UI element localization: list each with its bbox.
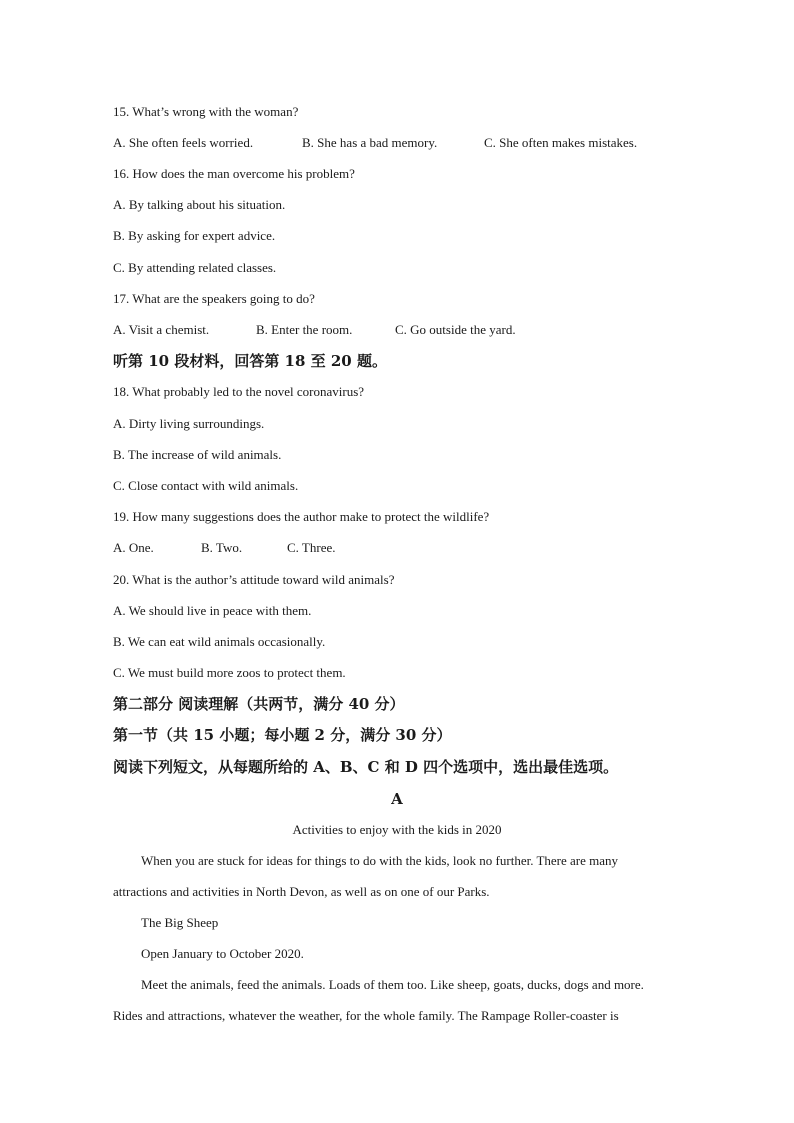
question-20-option-c: C. We must build more zoos to protect them. [113,665,346,680]
passage-para1-line1: When you are stuck for ideas for things to do with the kids, look no further. There are many [141,853,619,868]
question-18-stem: 18. What probably led to the novel coronavirus? [113,384,365,399]
question-19-stem: 19. How many suggestions does the author make to protect the wildlife? [113,509,490,524]
option-c: C. Three. [287,540,336,555]
question-20-option-a: A. We should live in peace with them. [113,603,312,618]
question-16-option-c: C. By attending related classes. [113,260,277,275]
question-20-stem: 20. What is the author’s attitude toward wild animals? [113,572,395,587]
option-b: B. She has a bad memory. [302,135,438,150]
passage-subhead: The Big Sheep [141,915,219,930]
question-20-option-b: B. We can eat wild animals occasionally. [113,634,326,649]
part2-heading: 第二部分 阅读理解（共两节，满分 40 分） [113,695,405,713]
question-18-option-b: B. The increase of wild animals. [113,447,282,462]
question-16-option-b: B. By asking for expert advice. [113,228,276,243]
option-a: A. Visit a chemist. [113,322,210,337]
option-b: B. Enter the room. [256,322,353,337]
option-c: C. Go outside the yard. [395,322,516,337]
passage-para2-line2: Rides and attractions, whatever the weather, for the whole family. The Rampage Roller-coaster is [113,1008,619,1023]
question-15-stem: 15. What’s wrong with the woman? [113,104,299,119]
passage-letter: A [391,790,403,808]
question-16-stem: 16. How does the man overcome his problem? [113,166,355,181]
question-16-option-a: A. By talking about his situation. [113,197,286,212]
passage-title: Activities to enjoy with the kids in 2020 [292,822,502,837]
question-18-option-c: C. Close contact with wild animals. [113,478,299,493]
option-b: B. Two. [201,540,243,555]
option-a: A. She often feels worried. [113,135,254,150]
option-a: A. One. [113,540,154,555]
passage-open-dates: Open January to October 2020. [141,946,304,961]
question-18-option-a: A. Dirty living surroundings. [113,416,265,431]
question-17-stem: 17. What are the speakers going to do? [113,291,315,306]
section1-heading: 第一节（共 15 小题；每小题 2 分，满分 30 分） [113,726,452,744]
reading-instruction: 阅读下列短文，从每题所给的 A、B、C 和 D 四个选项中，选出最佳选项。 [113,758,619,776]
section-10-heading: 听第 10 段材料，回答第 18 至 20 题。 [113,352,387,370]
option-c: C. She often makes mistakes. [484,135,638,150]
passage-para2-line1: Meet the animals, feed the animals. Loads of them too. Like sheep, goats, ducks, dogs and more. [141,977,644,992]
passage-para1-line2: attractions and activities in North Devon, as well as on one of our Parks. [113,884,490,899]
